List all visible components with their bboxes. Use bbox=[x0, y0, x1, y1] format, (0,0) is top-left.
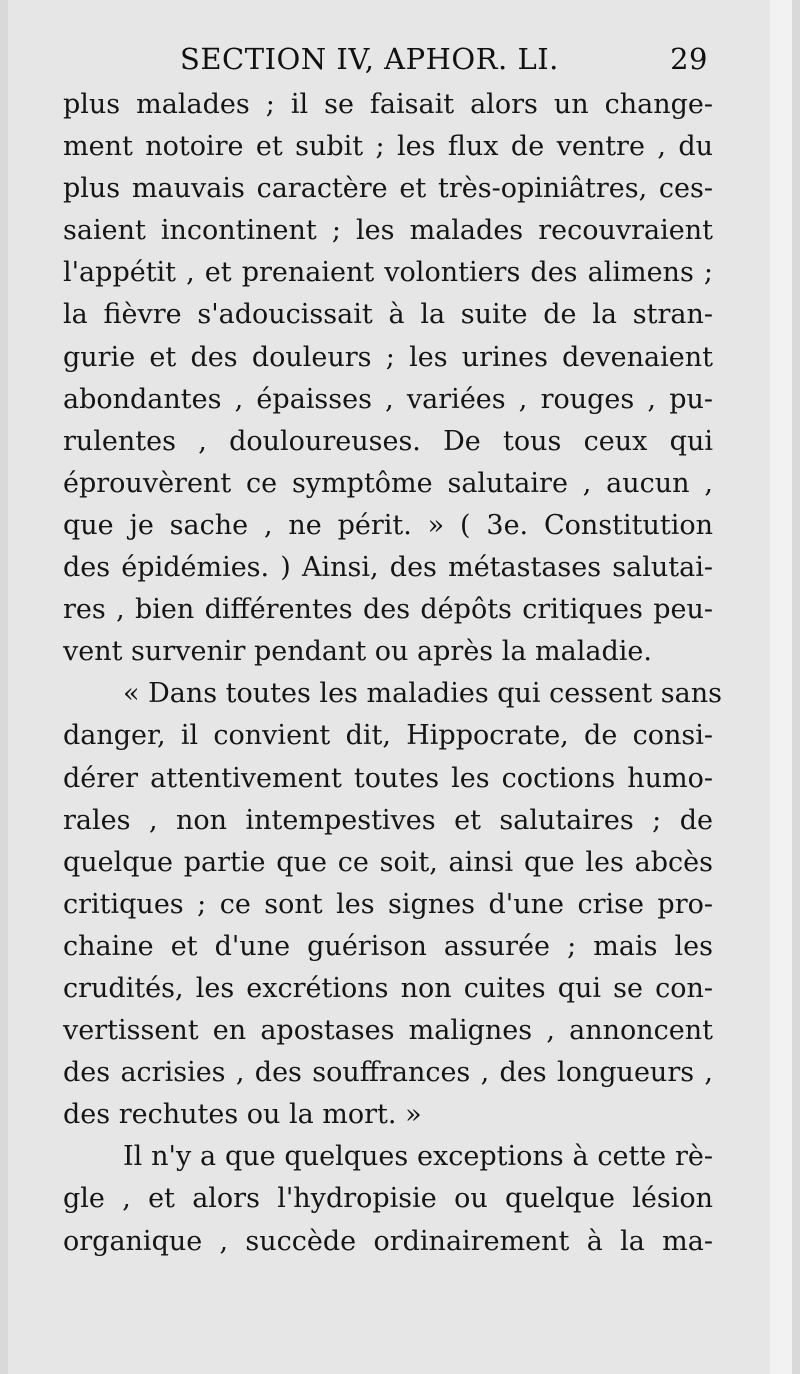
text-line: des acrisies , des souffrances , des longueurs , bbox=[63, 1057, 713, 1089]
text-line: Il n'y a que quelques exceptions à cette rè- bbox=[123, 1141, 713, 1173]
text-line: éprouvèrent ce symptôme salutaire , aucun , bbox=[63, 467, 713, 499]
text-line: critiques ; ce sont les signes d'une crise pro- bbox=[63, 888, 713, 920]
text-line: organique , succède ordinairement à la ma- bbox=[63, 1225, 713, 1257]
text-line: abondantes , épaisses , variées , rouges , pu- bbox=[63, 383, 713, 415]
text-line: dérer attentivement toutes les coctions humo- bbox=[63, 762, 713, 794]
text-line: saient incontinent ; les malades recouvraient bbox=[63, 215, 713, 247]
text-line: la fièvre s'adoucissait à la suite de la stran- bbox=[63, 299, 713, 331]
text-line: quelque partie que ce soit, ainsi que les abcès bbox=[63, 846, 713, 878]
text-line: « Dans toutes les maladies qui cessent sans bbox=[123, 678, 722, 710]
text-line: gle , et alors l'hydropisie ou quelque lésion bbox=[63, 1183, 713, 1215]
page-header bbox=[68, 38, 708, 88]
text-line: vent survenir pendant ou après la maladie. bbox=[63, 636, 652, 668]
text-line: gurie et des douleurs ; les urines devenaient bbox=[63, 341, 713, 373]
text-line: res , bien différentes des dépôts critiques peu- bbox=[63, 594, 713, 626]
text-line: l'appétit , et prenaient volontiers des alimens ; bbox=[63, 257, 713, 289]
text-line: danger, il convient dit, Hippocrate, de consi- bbox=[63, 720, 713, 752]
paragraph-3 bbox=[63, 1136, 713, 1262]
paragraph-1 bbox=[63, 84, 713, 673]
text-line: rulentes , douloureuses. De tous ceux qui bbox=[63, 425, 713, 457]
text-line: ment notoire et subit ; les flux de ventre , du bbox=[63, 131, 713, 163]
running-head: SECTION IV, APHOR. LI. bbox=[180, 42, 559, 76]
text-line: que je sache , ne périt. » ( 3e. Constitution bbox=[63, 509, 713, 541]
text-line: plus mauvais caractère et très-opiniâtres, ces- bbox=[63, 173, 713, 205]
text-line: des rechutes ou la mort. » bbox=[63, 1099, 422, 1131]
text-line: des épidémies. ) Ainsi, des métastases salutai- bbox=[63, 552, 713, 584]
page-number: 29 bbox=[670, 42, 708, 76]
paragraph-2 bbox=[63, 673, 722, 1136]
page-edge bbox=[770, 0, 792, 1374]
text-line: crudités, les excrétions non cuites qui se con- bbox=[63, 972, 713, 1004]
text-line: rales , non intempestives et salutaires ; de bbox=[63, 804, 713, 836]
text-line: chaine et d'une guérison assurée ; mais les bbox=[63, 930, 713, 962]
text-line: plus malades ; il se faisait alors un change- bbox=[63, 89, 713, 120]
book-page bbox=[8, 0, 792, 1374]
text-line: vertissent en apostases malignes , annoncent bbox=[63, 1015, 713, 1047]
body-text bbox=[63, 84, 722, 1263]
